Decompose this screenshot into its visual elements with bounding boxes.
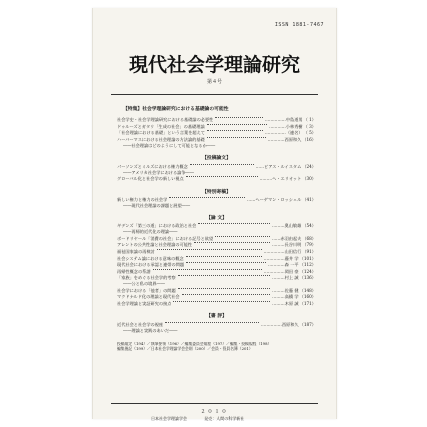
toc-entry-title: 「家族」をめぐる社会学的考察 xyxy=(117,275,176,281)
toc-entry-title: マクドナルド化の理論と現代社会 xyxy=(117,294,180,300)
toc-entry xyxy=(117,294,316,299)
journal-title: 現代社会学理論研究 xyxy=(128,54,300,76)
toc-notes xyxy=(117,342,316,352)
toc-entry-subtitle: ――社会理論はどのようにして可能となるか―― xyxy=(123,142,216,148)
toc-entry-author: ……ピアス・ルイスタム xyxy=(255,163,302,169)
toc-section-gap xyxy=(117,149,316,153)
toc-dot-leader xyxy=(178,288,271,289)
toc-entry-author: …………西原和久 xyxy=(267,136,302,142)
toc-entry-title: 再帰性概念の系譜 xyxy=(117,268,151,274)
toc-dot-leader xyxy=(215,117,263,118)
toc-entry-page: （ 5） xyxy=(303,130,316,136)
top-divider xyxy=(111,94,318,95)
special-feature-heading: 【特集】社会学理論研究における基礎論の可能性 xyxy=(123,106,229,112)
toc-entry-author: …………小林秀樹 xyxy=(269,123,303,129)
toc-entry-author: ………木原 誠 xyxy=(272,300,299,306)
toc-entry-title: グローバル化と社会学の新しい視点 xyxy=(117,175,184,181)
toc-dot-leader xyxy=(186,256,262,257)
toc-entry-page: （30） xyxy=(302,175,316,181)
toc-dot-leader xyxy=(186,262,266,263)
toc-entry-page: （124） xyxy=(299,268,316,274)
toc-entry xyxy=(117,124,316,129)
toc-entry-author: …………森 一平 xyxy=(267,262,299,268)
toc-sections xyxy=(117,117,316,338)
toc-entry-page: （160） xyxy=(299,294,316,300)
toc-entry xyxy=(117,275,316,280)
publisher-name: 日本社会学理論学会 xyxy=(151,416,187,421)
toc-section-heading: 【特別寄稿】 xyxy=(202,188,231,195)
journal-cover xyxy=(92,8,337,419)
toc-entry xyxy=(117,288,316,293)
toc-entry-title: パーソンズとミルズにおける権力概念 xyxy=(117,163,188,169)
toc-entry-subtitle: ――アメリカ社会学における論争―― xyxy=(123,169,194,175)
toc-entry-subtitle: ――公と私の境界―― xyxy=(123,281,165,287)
toc-entry-author: ………村上 誠 xyxy=(272,275,299,281)
toc-entry xyxy=(117,176,316,181)
toc-entry-title: ボードリヤール「消費の社会」における記号と欲望 xyxy=(117,235,214,241)
publication-year: ２０１０ xyxy=(200,409,229,415)
toc-dot-leader xyxy=(178,275,271,276)
toc-entry-title: 現代社会における承認と連帯の問題 xyxy=(117,262,185,268)
toc-dot-leader xyxy=(198,223,270,224)
toc-entry-author: ………長谷川明 xyxy=(271,242,302,248)
toc-entry-author: ………高橋 学 xyxy=(272,294,299,300)
toc-section-heading: 【投稿論文】 xyxy=(202,155,231,162)
toc-entry xyxy=(117,269,316,274)
toc-section-heading: 【論 文】 xyxy=(206,215,227,222)
toc-entry-page: （ 1） xyxy=(303,117,316,123)
toc-note-line: 投稿規定（194）／執筆要領（196）／編集委員会規程（197）／編集・投稿規程（198） xyxy=(117,342,272,347)
toc-dot-leader xyxy=(190,164,254,165)
toc-entry-author: ……赤羽由起夫 xyxy=(271,235,302,241)
toc-section-gap xyxy=(117,209,316,213)
toc-entry-title: ギデンズ「第三の道」における政治と社会 xyxy=(117,223,197,229)
toc-entry-title: ドゥルーズとガタリ「生成の社会」の基礎理論 xyxy=(117,123,205,129)
toc-dot-leader xyxy=(207,124,267,125)
toc-entry-author: ……………藤井 学 xyxy=(263,255,299,261)
toc-entry-author: ……………岡田 豪 xyxy=(263,268,299,274)
toc-entry-title: 福祉国家論の再検討 xyxy=(117,248,155,254)
toc-entry-title: 近代社会と社会学の視座 xyxy=(117,321,164,327)
toc-entry-title: 社会システム論における意味の概念 xyxy=(117,255,184,261)
toc-dot-leader xyxy=(153,269,262,270)
toc-entry-page: （101） xyxy=(299,255,316,261)
toc-entry-author: ……………西原和久 xyxy=(260,321,299,327)
toc-entry-page: （68） xyxy=(302,235,316,241)
toc-entry-title: アレントの公共性論と社会理論の可能性 xyxy=(117,242,193,248)
toc-entry-subtitle: ――現代社会理論の課題と展望―― xyxy=(123,202,191,208)
toc-entry-page: （41） xyxy=(302,196,316,202)
toc-entry-page: （171） xyxy=(299,300,316,306)
distributor-name: 発売：人間の科学新社 xyxy=(204,416,245,421)
toc-entry-title: 「社会理論における基礎」という言葉を超えて xyxy=(117,130,205,136)
toc-entry-subtitle: ――再帰的近代化の理論―― xyxy=(123,229,178,235)
toc-entry-author: ………佐藤 健 xyxy=(272,287,299,293)
toc-entry-page: （24） xyxy=(302,163,316,169)
toc-entry xyxy=(117,236,316,241)
toc-entry-title: 社会学史・社会学理論研究における基礎論の必要性 xyxy=(117,117,214,123)
toc-entry xyxy=(117,301,316,306)
toc-entry-author: ……ヘーゲマン・ロッシェル xyxy=(247,196,302,202)
toc-entry-author: ……………山田信行 xyxy=(263,248,302,254)
toc-entry xyxy=(117,262,316,267)
toc-section-gap xyxy=(117,307,316,311)
bottom-divider xyxy=(111,403,318,404)
toc-entry-page: （16） xyxy=(302,136,316,142)
toc-entry-page: （112） xyxy=(299,262,316,268)
toc-dot-leader xyxy=(165,322,259,323)
toc-section-gap xyxy=(117,183,316,187)
toc-entry-author: ………奥山敏雄 xyxy=(271,223,302,229)
toc-dot-leader xyxy=(173,301,270,302)
toc-entry-page: （136） xyxy=(299,275,316,281)
toc-entry xyxy=(117,256,316,261)
toc-entry xyxy=(117,223,316,228)
toc-entry-author: ……………中島道男 xyxy=(264,117,303,123)
toc-entry-title: 社会学理論と実証研究の接点 xyxy=(117,300,172,306)
toc-entry xyxy=(117,197,316,202)
toc-entry xyxy=(117,322,316,327)
toc-entry-page: （91） xyxy=(302,248,316,254)
toc-section-gap xyxy=(117,334,316,338)
toc-entry-title: 新しい権力と権力の社会学 xyxy=(117,196,168,202)
toc-entry xyxy=(117,130,316,135)
toc-entry xyxy=(117,117,316,122)
issue-number: 第４号 xyxy=(206,79,222,85)
toc-entry-page: （187） xyxy=(299,321,316,327)
toc-entry xyxy=(117,164,316,169)
toc-entry xyxy=(117,137,316,142)
issn-number: ISSN 1881-7467 xyxy=(274,22,324,28)
toc-entry-page: （54） xyxy=(302,223,316,229)
publisher-row xyxy=(151,416,244,422)
toc-dot-leader xyxy=(169,197,245,198)
toc-dot-leader xyxy=(182,294,271,295)
toc-entry xyxy=(117,242,316,247)
toc-entry xyxy=(117,249,316,254)
toc-dot-leader xyxy=(186,176,258,177)
toc-entry-author: ………ヘ・エリオット xyxy=(259,175,302,181)
toc-entry-title: ハーバーマスにおける社会理論の方法論的基礎 xyxy=(117,136,205,142)
toc-entry-page: （148） xyxy=(299,287,316,293)
toc-dot-leader xyxy=(157,249,262,250)
toc-entry-page: （ 3） xyxy=(303,123,316,129)
toc-entry-subtitle: ――理論と実践のあいだ―― xyxy=(123,327,178,333)
toc-note-line: 編集後記（199）／日本社会学理論学会会則（200）／会員・役員名簿（201） xyxy=(117,345,253,351)
toc-dot-leader xyxy=(215,236,270,237)
toc-dot-leader xyxy=(207,130,263,131)
toc-entry-page: （79） xyxy=(302,242,316,248)
toc-dot-leader xyxy=(207,137,266,138)
table-of-contents xyxy=(117,104,316,352)
toc-entry-author: ……………（連名） xyxy=(264,130,303,136)
toc-dot-leader xyxy=(194,242,270,243)
toc-entry-title: 社会学における「他者」の問題 xyxy=(117,287,176,293)
toc-section-heading: 【書 評】 xyxy=(206,313,227,320)
